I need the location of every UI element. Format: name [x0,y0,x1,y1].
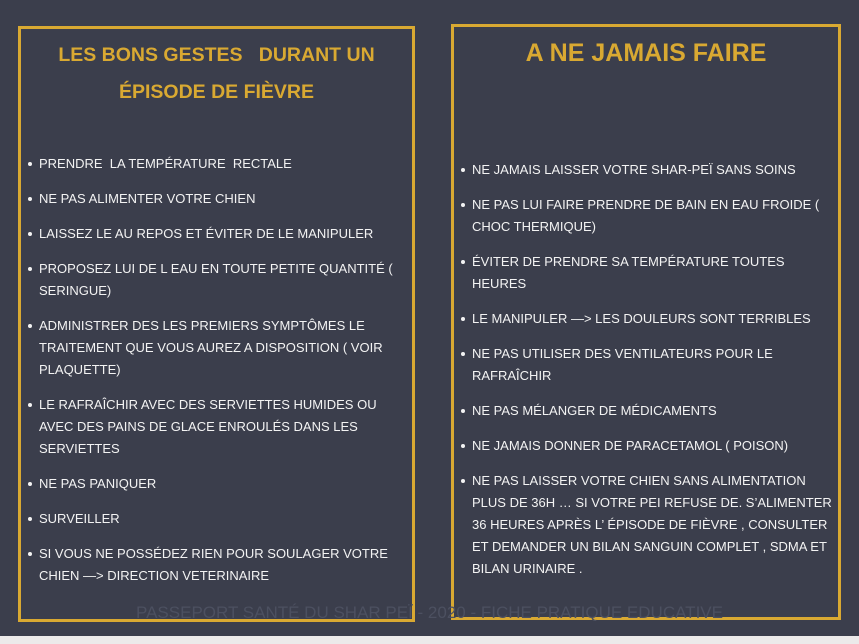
left-panel-good-gestures [18,26,415,622]
list-item: SI VOUS NE POSSÉDEZ RIEN POUR SOULAGER VOTRE CHIEN —> DIRECTION VETERINAIRE [27,543,404,587]
list-item: ADMINISTRER DES LES PREMIERS SYMPTÔMES LE TRAITEMENT QUE VOUS AUREZ A DISPOSITION ( VOIR PLAQUETTE) [27,315,404,381]
list-item: SURVEILLER [27,508,404,530]
right-panel-never-do [451,24,841,620]
list-item: NE PAS LUI FAIRE PRENDRE DE BAIN EN EAU FROIDE ( CHOC THERMIQUE) [460,194,832,238]
list-item: PROPOSEZ LUI DE L EAU EN TOUTE PETITE QUANTITÉ ( SERINGUE) [27,258,404,302]
list-item: NE JAMAIS LAISSER VOTRE SHAR-PEÏ SANS SOINS [460,159,832,181]
good-gestures-list [27,153,404,600]
left-panel-title [21,37,412,111]
list-item: LAISSEZ LE AU REPOS ET ÉVITER DE LE MANIPULER [27,223,404,245]
list-item: ÉVITER DE PRENDRE SA TEMPÉRATURE TOUTES HEURES [460,251,832,295]
bottom-strip [0,636,859,644]
footer-caption: PASSEPORT SANTÉ DU SHAR PEÏ - 2020 - FICHE PRATIQUE EDUCATIVE [136,603,723,622]
list-item: NE PAS LAISSER VOTRE CHIEN SANS ALIMENTATION PLUS DE 36H … SI VOTRE PEI REFUSE DE. S’ALIMENTER 36 HEURES APRÈS L’ ÉPISODE DE FIÈVRE , CONSULTER ET DEMANDER UN BILAN SANGUIN COMPLET , SDMA ET BILAN URINAIRE . [460,470,832,580]
never-do-list [460,159,832,593]
left-title-line-2: ÉPISODE DE FIÈVRE [118,81,315,103]
list-item: LE RAFRAÎCHIR AVEC DES SERVIETTES HUMIDES OU AVEC DES PAINS DE GLACE ENROULÉS DANS LES SERVIETTES [27,394,404,460]
list-item: NE PAS UTILISER DES VENTILATEURS POUR LE RAFRAÎCHIR [460,343,832,387]
list-item: LE MANIPULER —> LES DOULEURS SONT TERRIBLES [460,308,832,330]
list-item: NE PAS PANIQUER [27,473,404,495]
list-item: NE PAS MÉLANGER DE MÉDICAMENTS [460,400,832,422]
list-item: NE JAMAIS DONNER DE PARACETAMOL ( POISON) [460,435,832,457]
list-item: NE PAS ALIMENTER VOTRE CHIEN [27,188,404,210]
right-panel-title: A NE JAMAIS FAIRE [525,39,767,67]
left-title-line-1: LES BONS GESTES DURANT UN [58,44,375,66]
list-item: PRENDRE LA TEMPÉRATURE RECTALE [27,153,404,175]
